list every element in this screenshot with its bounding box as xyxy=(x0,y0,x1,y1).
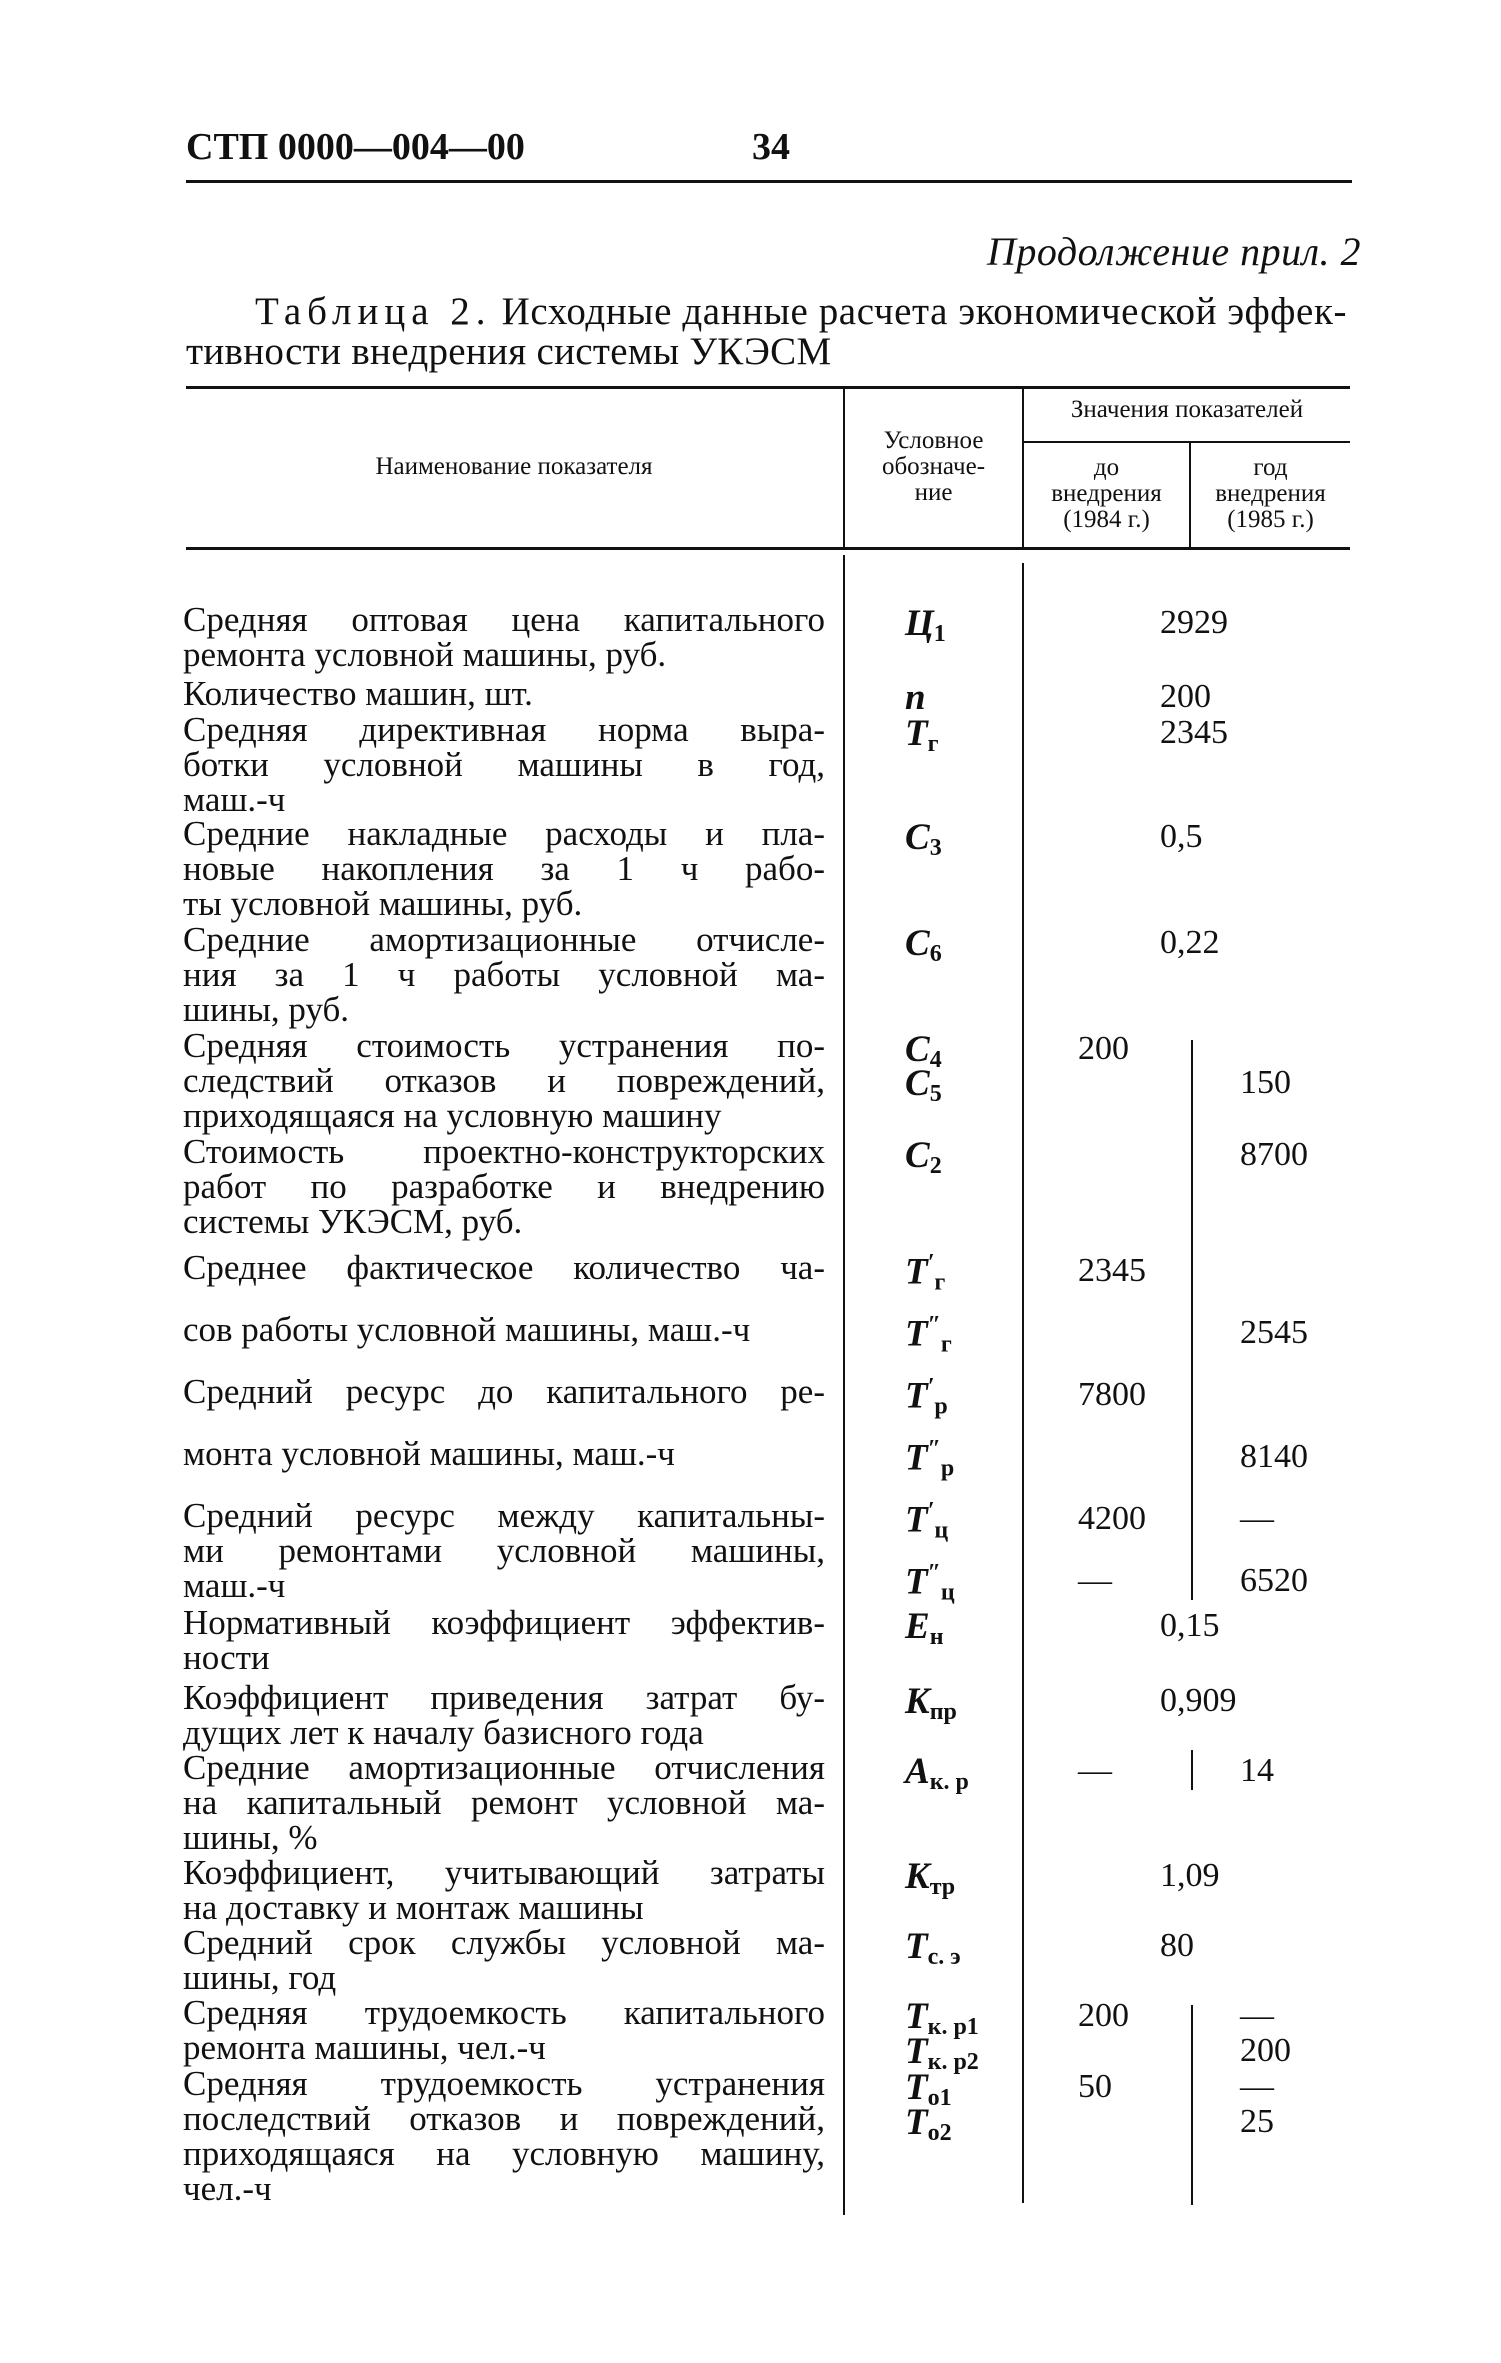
continuation-note: Продолжение прил. 2 xyxy=(987,229,1362,274)
row-10-name xyxy=(183,1498,825,1603)
row-7-symbol: $C_2$ xyxy=(905,1135,942,1179)
row-2-value: 200 xyxy=(1160,678,1211,715)
row-9-value-before: 7800 xyxy=(1078,1376,1146,1413)
row-text-line: Средний срок службы условной ма- xyxy=(183,1923,825,1962)
row-11-name xyxy=(183,1605,825,1675)
row-8-symbol: $T''_г$ xyxy=(905,1312,952,1358)
row-6-name xyxy=(183,1028,825,1133)
row-11-symbol: $E_н$ xyxy=(905,1606,944,1650)
row-12-name xyxy=(183,1680,825,1750)
body-sep-3c xyxy=(1191,2005,1193,2205)
document-code: СТП 0000—004—00 xyxy=(186,126,525,168)
row-10-value-year: 6520 xyxy=(1240,1562,1308,1599)
row-text-line: маш.-ч xyxy=(183,780,286,819)
body-sep-1 xyxy=(843,555,845,2215)
row-5-value: 0,22 xyxy=(1160,924,1220,961)
row-6-symbol: $C_5$ xyxy=(905,1063,942,1107)
table-caption-text: Исходные данные расчета экономической эффек- xyxy=(501,290,1348,333)
row-text-line: маш.-ч xyxy=(183,1566,286,1605)
row-3-symbol: $T_г$ xyxy=(905,713,939,757)
row-7-value-year: 8700 xyxy=(1240,1136,1308,1173)
row-16-value-year: 200 xyxy=(1240,2032,1291,2069)
row-text-line: системы УКЭСМ, руб. xyxy=(183,1202,523,1241)
table-caption-line-1 xyxy=(255,289,1347,334)
row-9-name xyxy=(183,1374,825,1498)
row-text-line: сов работы условной машины, маш.-ч xyxy=(183,1310,751,1349)
row-14-symbol: $K_{тр}$ xyxy=(905,1856,956,1900)
row-5-symbol: $C_6$ xyxy=(905,923,942,967)
row-10-value-before: — xyxy=(1078,1562,1112,1599)
row-text-line: на капитальный ремонт условной ма- xyxy=(183,1783,825,1822)
row-text-line: новые накопления за 1 ч рабо- xyxy=(183,849,825,888)
row-text-line: Средняя стоимость устранения по- xyxy=(183,1026,825,1065)
row-text-line: Количество машин, шт. xyxy=(183,674,533,713)
table-head-rule xyxy=(186,547,1350,550)
row-text-line: последствий отказов и повреждений, xyxy=(183,2099,825,2138)
row-8-value-year: 2545 xyxy=(1240,1314,1308,1351)
row-17-symbol: $T_{о2}$ xyxy=(905,2102,952,2146)
row-4-symbol: $C_3$ xyxy=(905,817,942,861)
row-6-symbol: $C_4$ xyxy=(905,1029,942,1073)
row-text-line: ты условной машины, руб. xyxy=(183,884,583,923)
row-text-line: чел.-ч xyxy=(183,2169,272,2208)
row-text-line: Средняя директивная норма выра- xyxy=(183,710,825,749)
row-17-value-year: — xyxy=(1240,2068,1274,2105)
row-6-value-before: 200 xyxy=(1078,1030,1129,1067)
row-2-name xyxy=(183,676,825,711)
row-text-line: работ по разработке и внедрению xyxy=(183,1167,825,1206)
row-text-line: Средние амортизационные отчисле- xyxy=(183,920,825,959)
row-4-value: 0,5 xyxy=(1160,818,1203,855)
row-13-value-before: — xyxy=(1078,1752,1112,1789)
row-12-symbol: $K_{пр}$ xyxy=(905,1681,957,1725)
row-text-line: монта условной машины, маш.-ч xyxy=(183,1434,675,1473)
row-14-value: 1,09 xyxy=(1160,1857,1220,1894)
row-10-symbol: $T'_ц$ xyxy=(905,1498,949,1544)
column-header-before: до внедрения (1984 г.) xyxy=(1051,454,1162,533)
row-text-line: Коэффициент, учитывающий затраты xyxy=(183,1853,825,1892)
row-text-line: Среднее фактическое количество ча- xyxy=(183,1248,825,1287)
row-13-name xyxy=(183,1750,825,1855)
row-10-value-year: — xyxy=(1240,1500,1274,1537)
row-9-value-year: 8140 xyxy=(1240,1438,1308,1475)
row-15-symbol: $T_{с. э}$ xyxy=(905,1926,961,1970)
row-10-symbol: $T''_ц$ xyxy=(905,1560,955,1606)
row-16-symbol: $T_{к. р2}$ xyxy=(905,2031,979,2075)
row-3-value: 2345 xyxy=(1160,714,1228,751)
row-text-line: следствий отказов и повреждений, xyxy=(183,1061,825,1100)
column-header-year: год внедрения (1985 г.) xyxy=(1215,454,1326,533)
row-16-value-year: — xyxy=(1240,1997,1274,2034)
row-9-symbol: $T'_р$ xyxy=(905,1374,948,1420)
row-15-name xyxy=(183,1925,825,1995)
row-17-value-before: 50 xyxy=(1078,2068,1112,2105)
body-sep-3a xyxy=(1191,1040,1193,1600)
row-15-value: 80 xyxy=(1160,1927,1194,1964)
row-1-symbol: $Ц_1$ xyxy=(905,603,946,647)
row-text-line: ности xyxy=(183,1638,270,1677)
row-9-symbol: $T''_р$ xyxy=(905,1436,955,1482)
row-4-name xyxy=(183,816,825,921)
row-3-name xyxy=(183,712,825,817)
row-text-line: Средняя трудоемкость устранения xyxy=(183,2064,825,2103)
row-text-line: Коэффициент приведения затрат бу- xyxy=(183,1678,825,1717)
row-8-name xyxy=(183,1250,825,1374)
row-14-name xyxy=(183,1855,825,1925)
row-text-line: ми ремонтами условной машины, xyxy=(183,1531,825,1570)
row-text-line: приходящаяся на условную машину, xyxy=(183,2134,825,2173)
row-text-line: дущих лет к началу базисного года xyxy=(183,1713,704,1752)
row-13-value-year: 14 xyxy=(1240,1752,1274,1789)
body-sep-2 xyxy=(1022,563,1024,2203)
row-11-value: 0,15 xyxy=(1160,1607,1220,1644)
row-10-value-before: 4200 xyxy=(1078,1500,1146,1537)
row-16-value-before: 200 xyxy=(1078,1997,1129,2034)
values-group-rule xyxy=(1024,441,1350,443)
row-7-name xyxy=(183,1134,825,1239)
page-number: 34 xyxy=(752,126,790,168)
row-1-name xyxy=(183,602,825,672)
row-16-symbol: $T_{к. р1}$ xyxy=(905,1996,979,2040)
row-text-line: Стоимость проектно-конструкторских xyxy=(183,1132,825,1171)
row-16-name xyxy=(183,1995,825,2065)
row-text-line: шины, % xyxy=(183,1818,318,1857)
column-header-symbol: Условное обозначе- ние xyxy=(881,427,986,506)
row-text-line: Средний ресурс между капитальны- xyxy=(183,1496,825,1535)
column-header-values: Значения показателей xyxy=(1070,396,1304,423)
row-text-line: Средний ресурс до капитального ре- xyxy=(183,1372,825,1411)
row-text-line: шины, год xyxy=(183,1958,337,1997)
row-text-line: Средние накладные расходы и пла- xyxy=(183,814,825,853)
row-text-line: приходящаяся на условную машину xyxy=(183,1096,722,1135)
table-top-rule xyxy=(186,386,1350,389)
row-text-line: Средняя трудоемкость капитального xyxy=(183,1993,825,2032)
row-text-line: ремонта условной машины, руб. xyxy=(183,635,667,674)
row-text-line: ния за 1 ч работы условной ма- xyxy=(183,955,825,994)
header-rule xyxy=(186,180,1352,183)
row-8-value-before: 2345 xyxy=(1078,1252,1146,1289)
row-13-symbol: $A_{к. р}$ xyxy=(905,1751,969,1795)
column-header-name: Наименование показателя xyxy=(375,453,653,480)
row-17-symbol: $T_{о1}$ xyxy=(905,2067,952,2111)
row-text-line: ботки условной машины в год, xyxy=(183,745,825,784)
row-1-value: 2929 xyxy=(1160,604,1228,641)
row-5-name xyxy=(183,922,825,1027)
table-caption-line-2: тивности внедрения системы УКЭСМ xyxy=(186,330,832,373)
row-17-value-year: 25 xyxy=(1240,2103,1274,2140)
row-text-line: Нормативный коэффициент эффектив- xyxy=(183,1603,825,1642)
row-text-line: на доставку и монтаж машины xyxy=(183,1888,644,1927)
row-text-line: Средняя оптовая цена капитального xyxy=(183,600,825,639)
row-6-value-year: 150 xyxy=(1240,1064,1291,1101)
body-sep-3b xyxy=(1191,1750,1193,1790)
row-17-name xyxy=(183,2066,825,2206)
row-text-line: Средние амортизационные отчисления xyxy=(183,1748,825,1787)
table-caption-label: Таблица 2. xyxy=(255,290,492,333)
row-text-line: ремонта машины, чел.-ч xyxy=(183,2028,546,2067)
row-8-symbol: $T'_г$ xyxy=(905,1250,946,1296)
row-text-line: шины, руб. xyxy=(183,990,350,1029)
row-2-symbol: n xyxy=(905,677,926,718)
row-12-value: 0,909 xyxy=(1160,1682,1237,1719)
